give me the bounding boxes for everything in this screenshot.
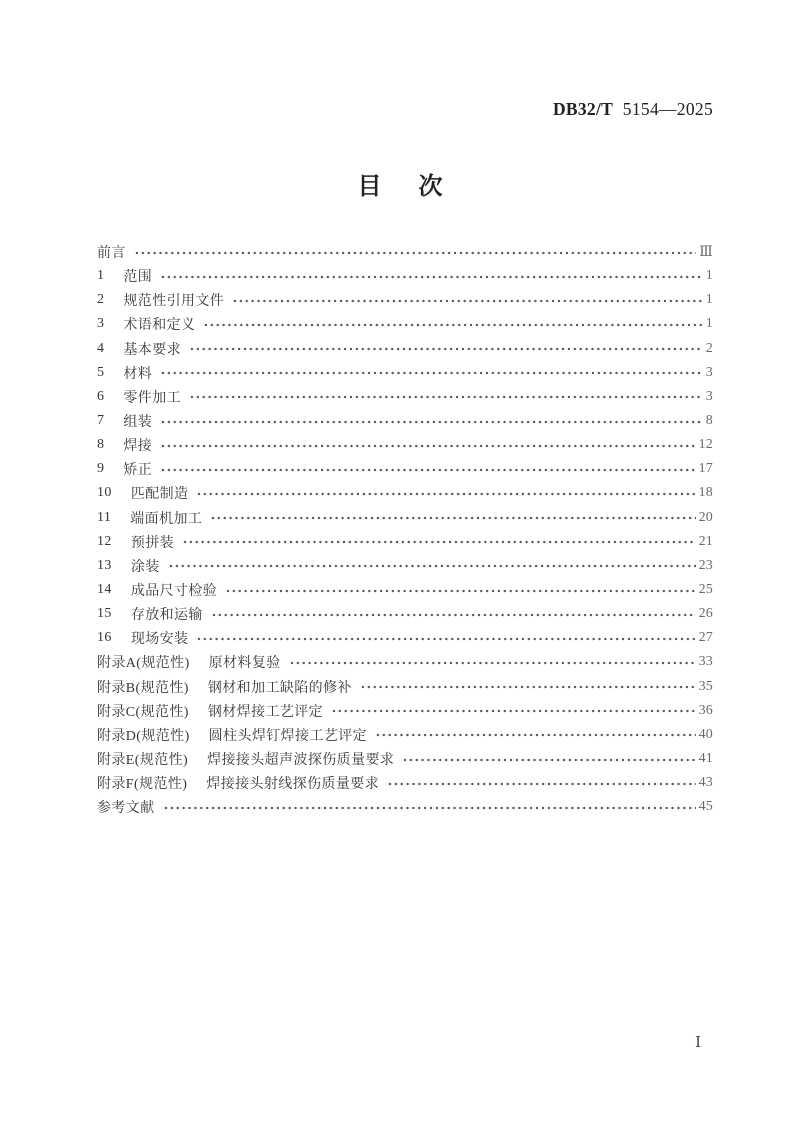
toc-entry-page: 41 (698, 751, 713, 767)
toc-entry-page: 1 (705, 292, 713, 308)
toc-entry (97, 602, 713, 626)
toc-entry-title: 前言 (97, 246, 126, 262)
toc-entry (97, 771, 713, 795)
toc-entry-title: 预拼装 (130, 535, 175, 551)
toc-entry (97, 385, 713, 409)
standard-code-number: 5154—2025 (622, 99, 713, 119)
footer-page-number: Ⅰ (695, 1035, 701, 1051)
toc-entry (97, 506, 713, 530)
toc-entry-page: 40 (698, 726, 713, 742)
toc-entry-title: 涂装 (130, 559, 160, 575)
toc-entry-page: 2 (705, 340, 713, 356)
toc-entry (97, 240, 713, 264)
toc-entry (97, 626, 713, 650)
toc-entry-page: 3 (705, 364, 713, 380)
toc-entry (97, 481, 713, 505)
toc-entry-number: 11 (97, 509, 112, 525)
toc-entry-page: 23 (698, 557, 713, 573)
toc-entry-page: 43 (698, 775, 713, 791)
dot-leader (374, 730, 696, 740)
toc-entry-page: 20 (698, 509, 713, 525)
toc-entry-number: 附录A(规范性) (97, 656, 190, 672)
toc-entry-page: 3 (705, 388, 713, 404)
toc-entry (97, 337, 713, 361)
toc-entry-number: 3 (97, 316, 105, 332)
toc-entry-page: 12 (698, 437, 713, 453)
toc-entry-title: 现场安装 (130, 632, 189, 648)
dot-leader (288, 658, 696, 668)
toc-entry-title: 圆柱头焊钉焊接工艺评定 (208, 728, 368, 744)
toc-entry (97, 554, 713, 578)
toc-entry (97, 578, 713, 602)
toc-entry-number: 2 (97, 292, 105, 308)
dot-leader (159, 417, 703, 427)
toc-entry-page: 8 (705, 413, 713, 429)
toc-entry-number: 附录B(规范性) (97, 680, 189, 696)
standard-code-prefix: DB32/T (552, 99, 614, 119)
toc-entry-page: 18 (698, 485, 713, 501)
toc-entry (97, 530, 713, 554)
toc-entry-page: 36 (698, 702, 713, 718)
toc-list (97, 240, 713, 819)
toc-entry-title: 匹配制造 (130, 487, 189, 503)
toc-entry-title: 端面机加工 (130, 511, 203, 527)
toc-entry-number: 9 (97, 461, 105, 477)
toc-entry-number: 附录C(规范性) (97, 704, 189, 720)
toc-entry-title: 矫正 (123, 463, 153, 479)
toc-entry (97, 433, 713, 457)
toc-entry-page: 33 (698, 654, 713, 670)
page-title: 目次 (357, 173, 480, 200)
toc-entry-page: 27 (698, 630, 713, 646)
dot-leader (159, 272, 703, 282)
toc-entry-number: 附录F(规范性) (97, 777, 188, 793)
toc-entry (97, 361, 713, 385)
dot-leader (195, 634, 695, 644)
dot-leader (159, 441, 695, 451)
dot-leader (359, 682, 696, 692)
toc-entry-title: 焊接接头射线探伤质量要求 (206, 777, 380, 793)
toc-entry-number: 5 (97, 364, 105, 380)
toc-entry-page: 17 (698, 461, 713, 477)
toc-entry-title: 焊接 (123, 439, 153, 455)
toc-entry-title: 规范性引用文件 (123, 294, 225, 310)
standard-code (553, 99, 713, 120)
toc-entry-title: 参考文献 (97, 801, 155, 817)
toc-entry (97, 288, 713, 312)
toc-entry (97, 457, 713, 481)
toc-entry-title: 存放和运输 (130, 608, 203, 624)
toc-entry-title: 术语和定义 (123, 318, 196, 334)
dot-leader (159, 465, 695, 475)
toc-entry-page: 25 (698, 582, 713, 598)
toc-entry-title: 钢材焊接工艺评定 (207, 704, 324, 720)
toc-entry-number: 6 (97, 388, 105, 404)
toc-entry-number: 4 (97, 340, 105, 356)
toc-entry (97, 312, 713, 336)
toc-entry-title: 钢材和加工缺陷的修补 (207, 680, 352, 696)
toc-entry (97, 675, 713, 699)
toc-entry-page: 45 (698, 799, 713, 815)
toc-entry-number: 14 (97, 582, 112, 598)
dot-leader (210, 610, 696, 620)
toc-entry-page: Ⅲ (699, 244, 713, 260)
toc-entry (97, 723, 713, 747)
toc-entry-title: 焊接接头超声波探伤质量要求 (207, 753, 395, 769)
dot-leader (386, 779, 695, 789)
toc-entry-title: 材料 (123, 366, 153, 382)
toc-entry (97, 747, 713, 771)
toc-entry-number: 12 (97, 533, 112, 549)
toc-entry-number: 10 (97, 485, 112, 501)
toc-entry-title: 零件加工 (123, 390, 182, 406)
toc-entry-title: 范围 (123, 270, 153, 286)
toc-entry-page: 1 (705, 268, 713, 284)
dot-leader (188, 344, 703, 354)
toc-entry-page: 21 (698, 533, 713, 549)
toc-entry (97, 795, 713, 819)
toc-entry-page: 26 (698, 606, 713, 622)
dot-leader (162, 803, 696, 813)
toc-entry-title: 组装 (123, 415, 153, 431)
dot-leader (181, 537, 696, 547)
toc-entry-title: 原材料复验 (208, 656, 281, 672)
dot-leader (159, 368, 703, 378)
toc-entry (97, 650, 713, 674)
dot-leader (188, 392, 703, 402)
dot-leader (330, 706, 696, 716)
toc-entry-number: 1 (97, 268, 105, 284)
toc-entry (97, 409, 713, 433)
toc-entry-number: 附录D(规范性) (97, 728, 190, 744)
toc-entry-title: 成品尺寸检验 (130, 584, 218, 600)
dot-leader (133, 248, 696, 258)
dot-leader (231, 296, 703, 306)
toc-entry-number: 16 (97, 630, 112, 646)
dot-leader (224, 586, 695, 596)
toc-entry-page: 35 (698, 678, 713, 694)
toc-entry (97, 699, 713, 723)
dot-leader (195, 489, 695, 499)
toc-entry-number: 附录E(规范性) (97, 753, 189, 769)
toc-entry (97, 264, 713, 288)
toc-entry-title: 基本要求 (123, 342, 182, 358)
dot-leader (401, 755, 695, 765)
toc-entry-page: 1 (705, 316, 713, 332)
dot-leader (202, 320, 702, 330)
dot-leader (167, 561, 696, 571)
toc-entry-number: 8 (97, 437, 105, 453)
toc-entry-number: 15 (97, 606, 112, 622)
dot-leader (209, 513, 695, 523)
toc-entry-number: 7 (97, 413, 105, 429)
toc-entry-number: 13 (97, 557, 112, 573)
